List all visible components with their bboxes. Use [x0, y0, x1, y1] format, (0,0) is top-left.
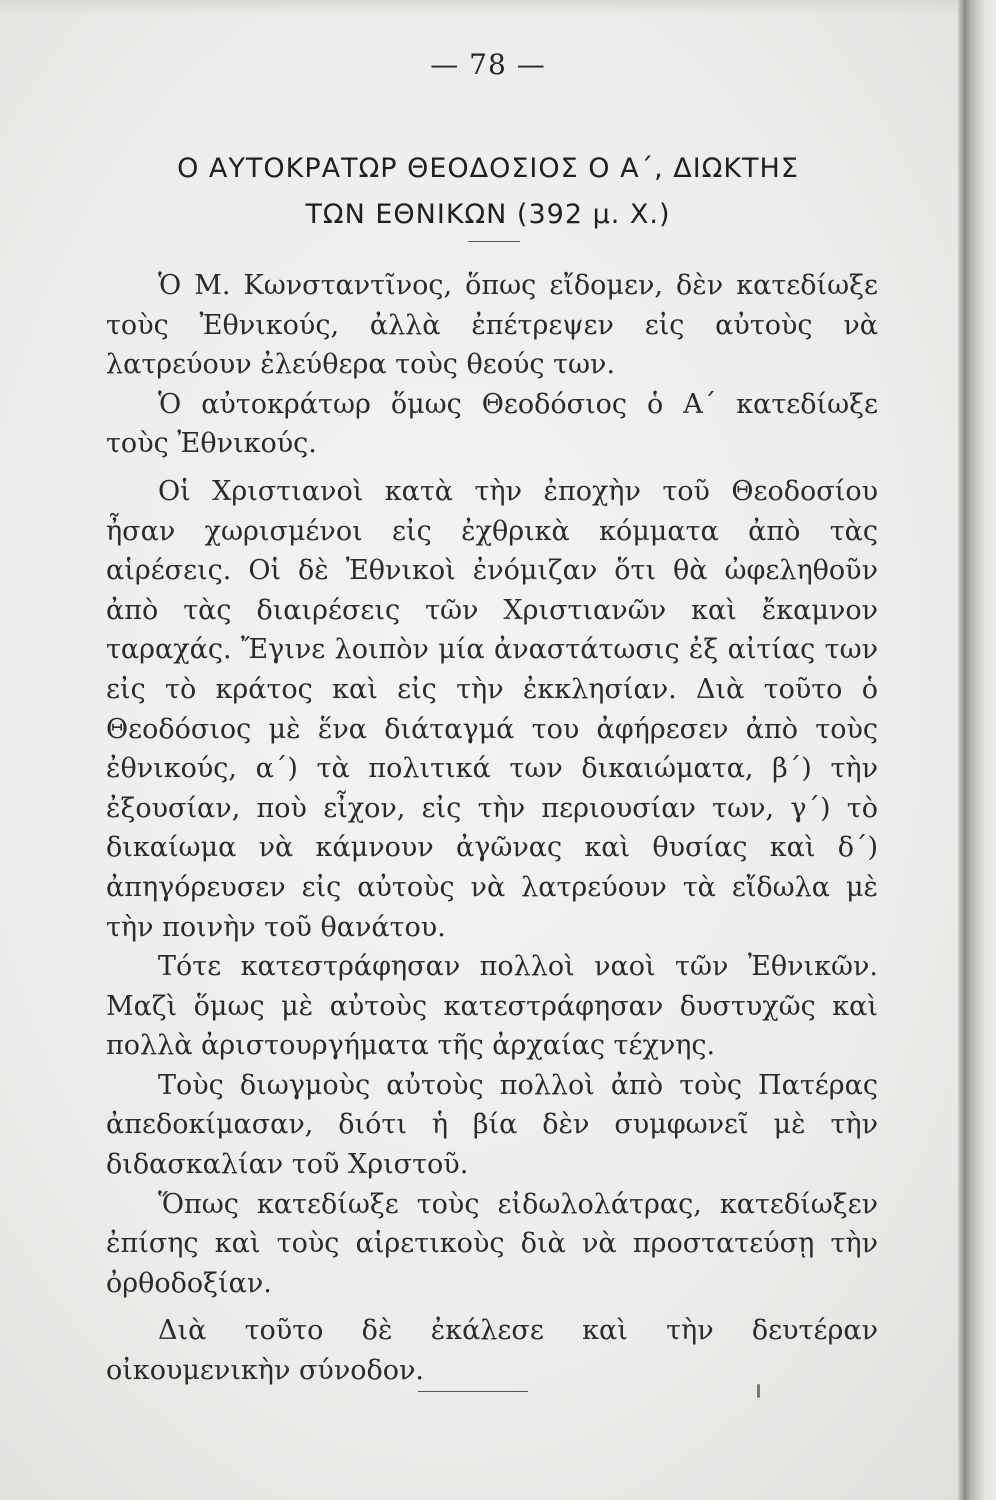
heading-divider: [468, 241, 520, 242]
paragraph-6: Ὅπως κατεδίωξε τοὺς εἰδωλολάτρας, κατεδίωξεν ἐπίσης καὶ τοὺς αἱρετικοὺς διὰ νὰ προστατεύσῃ τὴν ὀρθοδοξίαν.: [106, 1188, 878, 1299]
paragraph-4: Τότε κατεστράφησαν πολλοὶ ναοὶ τῶν Ἐθνικῶν. Μαζὶ ὅμως μὲ αὐτοὺς κατεστράφησαν δυστυχῶς καὶ πολλὰ ἀριστουργήματα τῆς ἀρχαίας τέχνης.: [106, 951, 878, 1062]
page-top-shadow: [0, 0, 958, 14]
page-number: — 78 —: [430, 48, 546, 81]
chapter-heading-line-2: ΤΩΝ ΕΘΝΙΚΩΝ (392 μ. Χ.): [305, 199, 671, 230]
ink-speck: [757, 1384, 760, 1398]
paragraph-7: Διὰ τοῦτο δὲ ἐκάλεσε καὶ τὴν δευτέραν οἰκουμενικὴν σύνοδον.: [106, 1315, 878, 1387]
body-text: [106, 266, 878, 1391]
paragraph-2: Ὁ αὐτοκράτωρ ὅμως Θεοδόσιος ὁ Α΄ κατεδίωξε τοὺς Ἐθνικούς.: [106, 388, 878, 460]
paragraph-1: Ὁ Μ. Κωνσταντῖνος, ὅπως εἴδομεν, δὲν κατεδίωξε τοὺς Ἐθνικούς, ἀλλὰ ἐπέτρεψεν εἰς αὐτοὺς νὰ λατρεύουν ἐλεύθερα τοὺς θεούς των.: [106, 270, 878, 381]
paragraph-3: Οἱ Χριστιανοὶ κατὰ τὴν ἐποχὴν τοῦ Θεοδοσίου ἦσαν χωρισμένοι εἰς ἐχθρικὰ κόμματα ἀπὸ τὰς αἱρέσεις. Οἱ δὲ Ἐθνικοὶ ἐνόμιζαν ὅτι θὰ ὠφεληθοῦν ἀπὸ τὰς διαιρέσεις τῶν Χριστιανῶν καὶ ἔκαμνον ταραχάς. Ἔγινε λοιπὸν μία ἀναστάτωσις ἐξ αἰτίας των εἰς τὸ κράτος καὶ εἰς τὴν ἐκκλησίαν. Διὰ τοῦτο ὁ Θεοδόσιος μὲ ἕνα διάταγμά του ἀφήρεσεν ἀπὸ τοὺς ἐθνικούς, α΄) τὰ πολιτικά των δικαιώματα, β΄) τὴν ἐξουσίαν, ποὺ εἶχον, εἰς τὴν περιουσίαν των, γ΄) τὸ δικαίωμα νὰ κάμνουν ἀγῶνας καὶ θυσίας καὶ δ΄) ἀπηγόρευσεν εἰς αὐτοὺς νὰ λατρεύουν τὰ εἴδωλα μὲ τὴν ποινὴν τοῦ θανάτου.: [106, 475, 878, 943]
end-divider: [418, 1391, 528, 1392]
chapter-heading: [0, 146, 976, 238]
chapter-heading-line-1: Ο ΑΥΤΟΚΡΑΤΩΡ ΘΕΟΔΟΣΙΟΣ Ο Α΄, ΔΙΩΚΤΗΣ: [177, 153, 799, 184]
book-binding-shadow: [958, 0, 996, 1500]
paragraph-5: Τοὺς διωγμοὺς αὐτοὺς πολλοὶ ἀπὸ τοὺς Πατέρας ἀπεδοκίμασαν, διότι ἡ βία δὲν συμφωνεῖ μὲ τὴν διδασκαλίαν τοῦ Χριστοῦ.: [106, 1069, 878, 1181]
